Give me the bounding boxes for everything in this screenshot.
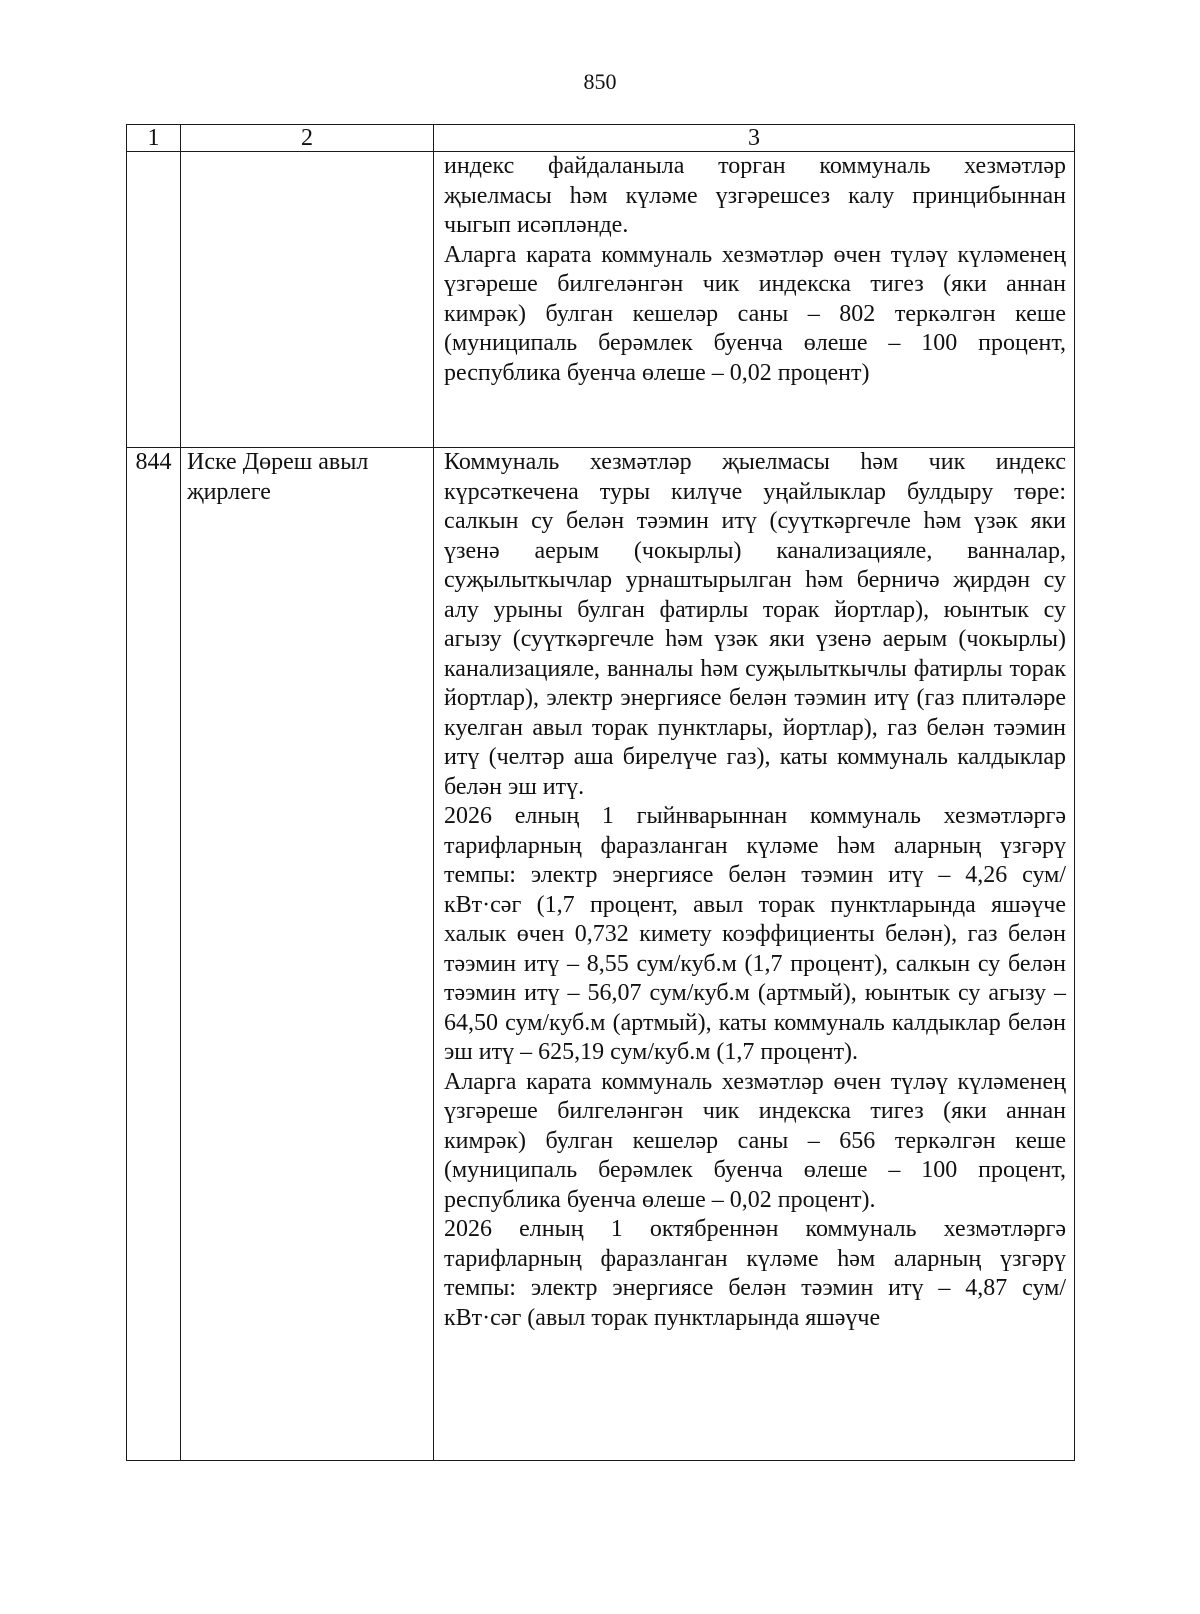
description-paragraph: индекс файдаланыла торган коммуналь хезмәтләр җыелмасы һәм күләме үзгәрешсез калу принцибыннан чыгып исәпләнде. <box>444 153 1066 238</box>
description-cell <box>434 152 1075 448</box>
table-row <box>127 152 1075 448</box>
column-header-2: 2 <box>181 125 434 152</box>
document-table <box>126 124 1075 1461</box>
description-cell <box>434 448 1075 1461</box>
page-number: 850 <box>583 69 617 94</box>
description-paragraph: 2026 елның 1 гыйнварыннан коммуналь хезмәтләргә тарифларның фаразланган күләме һәм аларның үзгәрү темпы: электр энергиясе белән тәэмин итү – 4,26 сум/кВт·сәг (1,7 процент, авыл торак пунктларында яшәүче халык өчен 0,732 кимету коэффициенты белән), газ белән тәэмин итү – 8,55 сум/куб.м (1,7 процент), салкын су белән тәэмин итү – 56,07 сум/куб.м (артмый), юынтык су агызу – 64,50 сум/куб.м (артмый), каты коммуналь калдыклар белән эш итү – 625,19 сум/куб.м (1,7 процент). <box>444 803 1066 1065</box>
header-row <box>127 125 1075 152</box>
table-header <box>127 125 1075 152</box>
row-number-cell: 844 <box>127 448 181 1461</box>
description-paragraph: Аларга карата коммуналь хезмәтләр өчен түләү күләменең үзгәреше билгеләнгән чик индекска тигез (яки аннан кимрәк) булган кешеләр саны – 802 теркәлгән кеше (муниципаль берәмлек буенча өлеше – 100 процент, республика буенча өлеше – 0,02 процент) <box>444 241 1066 386</box>
table-body <box>127 152 1075 1461</box>
settlement-name-cell <box>181 152 434 448</box>
table-row <box>127 448 1075 1461</box>
column-header-1: 1 <box>127 125 181 152</box>
column-header-3: 3 <box>434 125 1075 152</box>
settlement-name-cell: Иске Дөреш авыл җирлеге <box>181 448 434 1461</box>
row-number-cell <box>127 152 181 448</box>
description-paragraph: Аларга карата коммуналь хезмәтләр өчен түләү күләменең үзгәреше билгеләнгән чик индекска тигез (яки аннан кимрәк) булган кешеләр саны – 656 теркәлгән кеше (муниципаль берәмлек буенча өлеше – 100 процент, республика буенча өлеше – 0,02 процент). <box>444 1068 1066 1213</box>
description-paragraph: 2026 елның 1 октябреннән коммуналь хезмәтләргә тарифларның фаразланган күләме һәм аларның үзгәрү темпы: электр энергиясе белән тәэмин итү – 4,87 сум/кВт·сәг (авыл торак пунктларында яшәүче <box>444 1216 1066 1331</box>
description-paragraph: Коммуналь хезмәтләр җыелмасы һәм чик индекс күрсәткечена туры килүче уңайлыклар булдыру төре: салкын су белән тәэмин итү (суүткәргечле һәм үзәк яки үзенә аерым (чокырлы) канализацияле, ванналар, суҗылыткычлар урнаштырылган һәм берничә җирдән су алу урыны булган фатирлы торак йортлар), юынтык су агызу (суүткәргечле һәм үзәк яки үзенә аерым (чокырлы) канализацияле, ванналы һәм суҗылыткычлы фатирлы торак йортлар), электр энергиясе белән тәэмин итү (газ плитәләре куелган авыл торак пунктлары, йортлар), газ белән тәэмин итү (челтәр аша бирелүче газ), каты коммуналь калдыклар белән эш итү. <box>444 449 1066 800</box>
